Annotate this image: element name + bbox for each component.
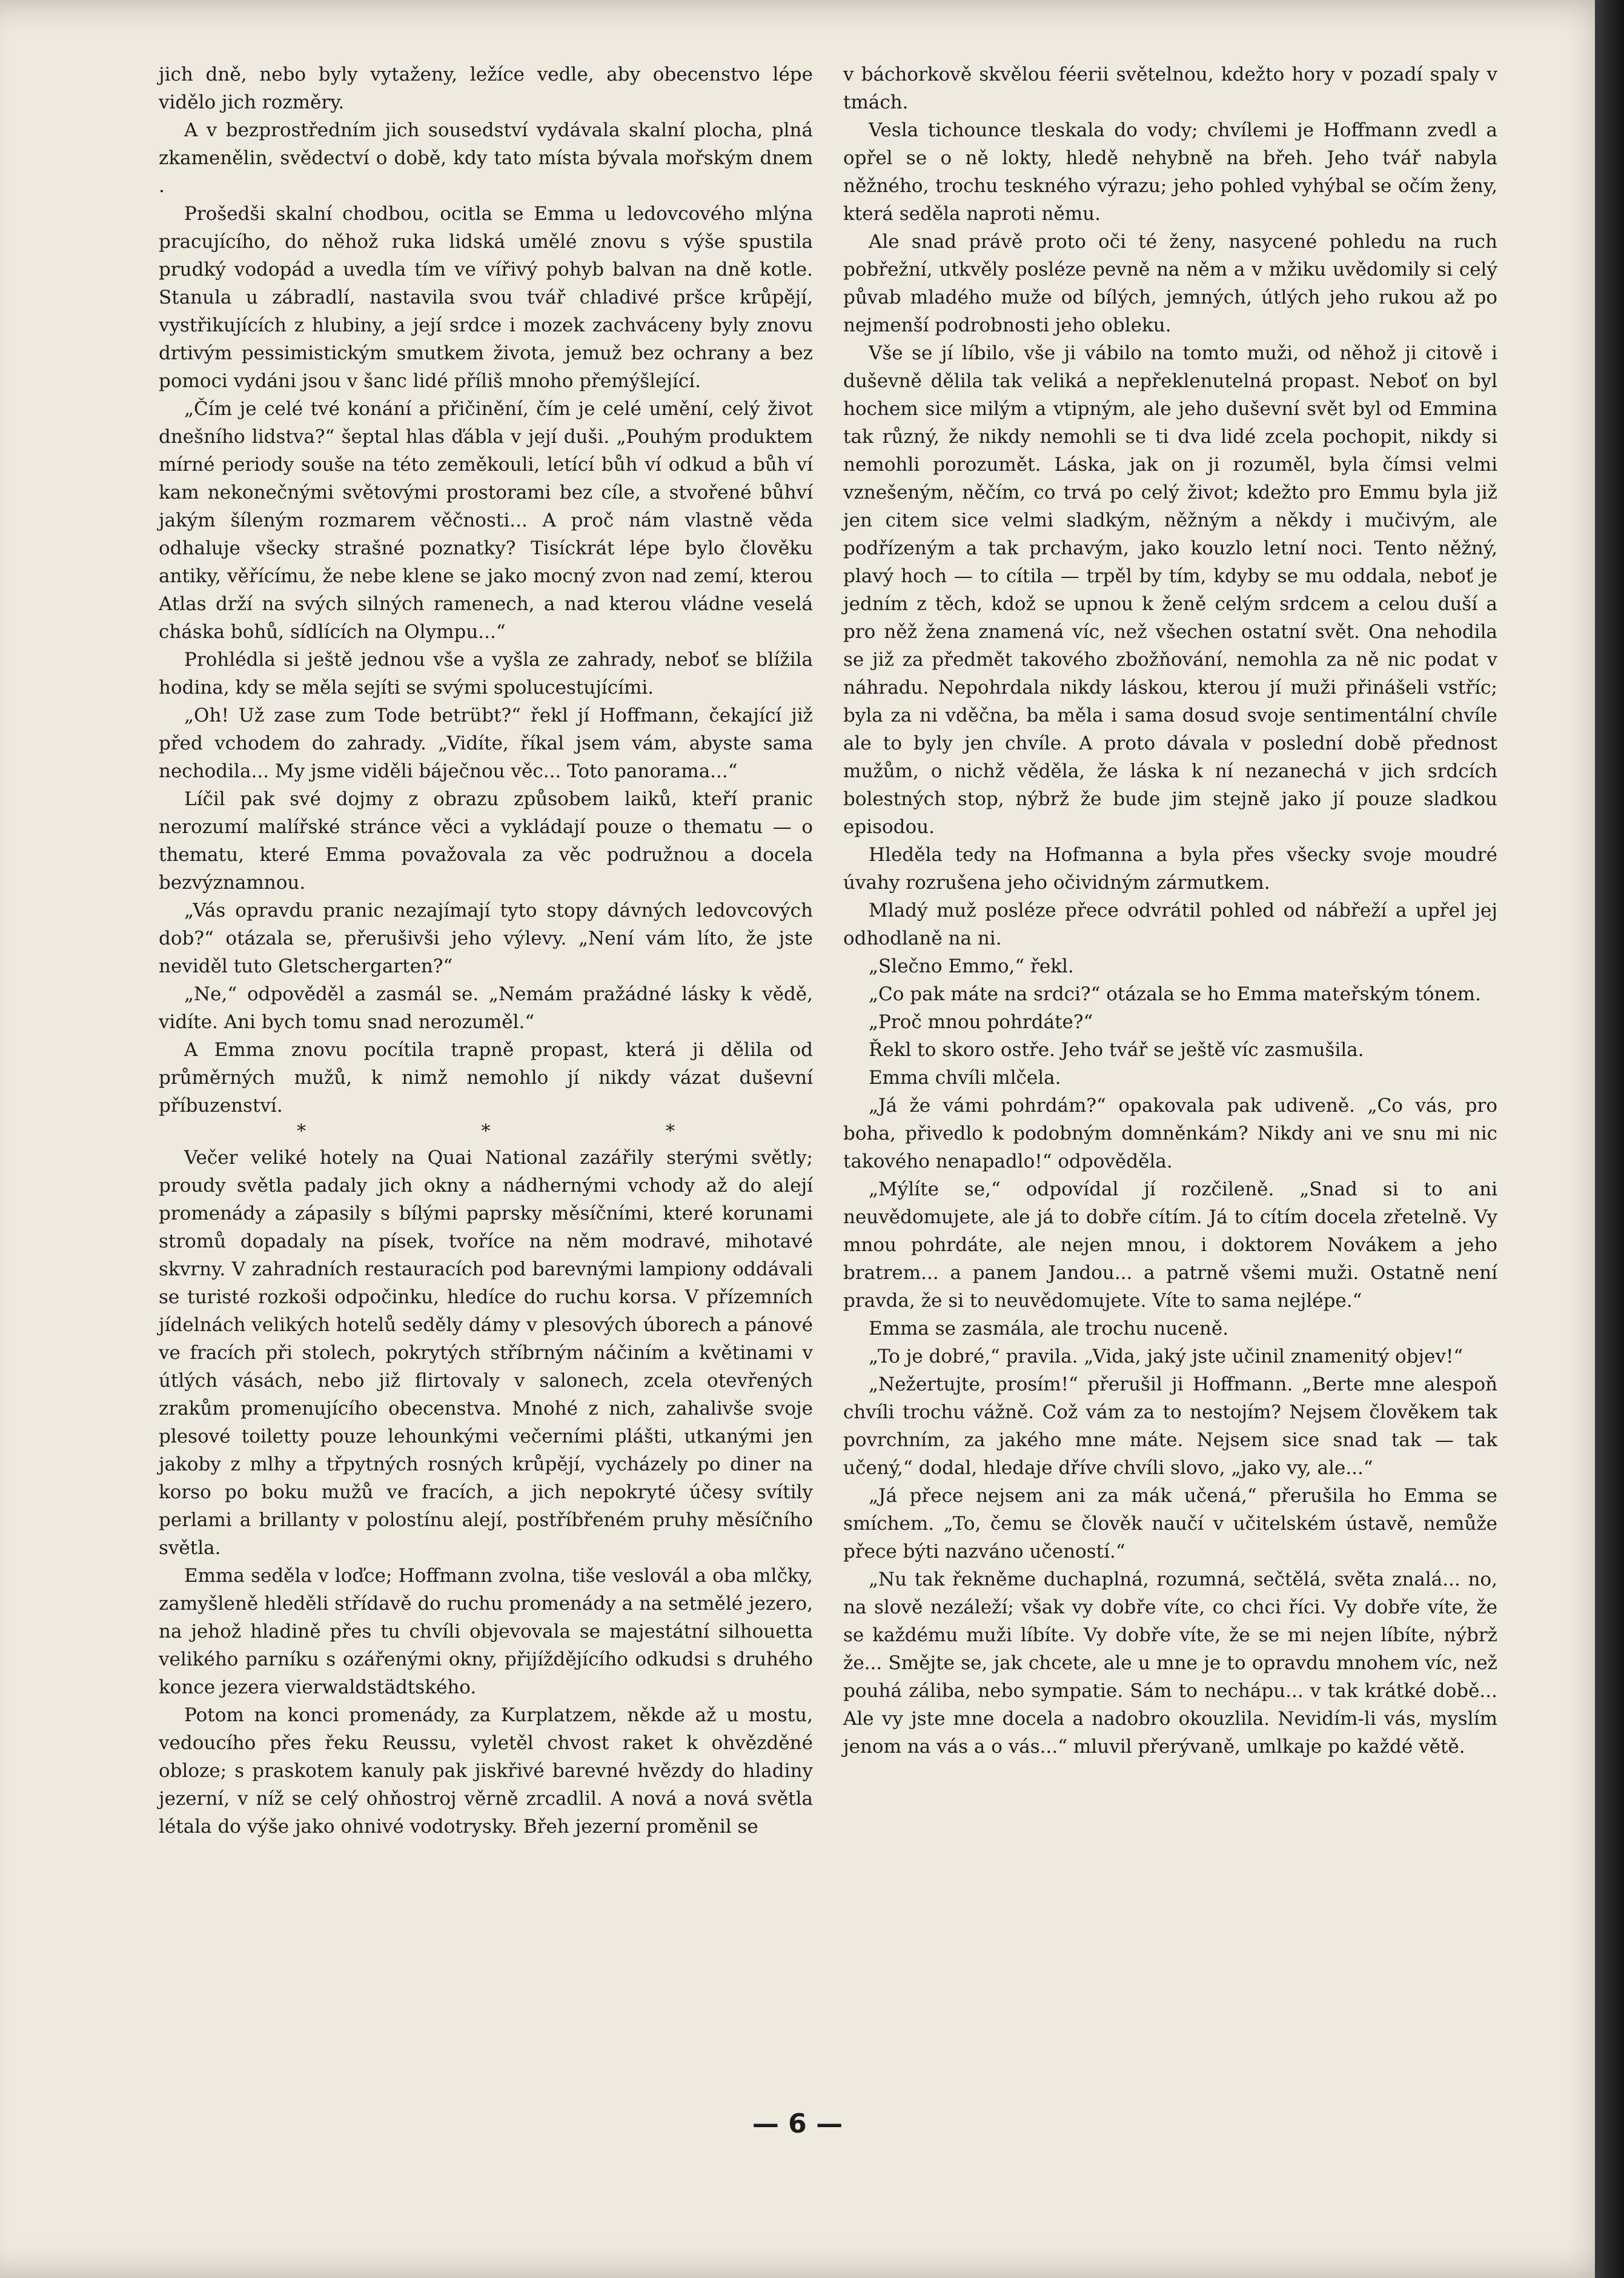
paragraph: „To je dobré,“ pravila. „Vida, jaký jste učinil znamenitý objev!“ [869,1346,1463,1367]
paragraph: Řekl to skoro ostře. Jeho tvář se ještě víc zasmušila. [869,1039,1364,1061]
paragraph: „Čím je celé tvé konání a přičinění, čím je celé umění, celý život dnešního lidstva?“ šeptal hlas ďábla v její duši. „Pouhým produktem mírné periody souše na této zeměkouli, letící bůh ví odkud a bůh ví kam nekonečnými světovými prostorami bez cíle, a stvořené bůhví jakým šíleným rozmarem věčnosti... A proč nám vlastně věda odhaluje všecky strašné poznatky? Tisíckrát lépe bylo člověku antiky, věřícímu, že nebe klene se jako mocný zvon nad zemí, kterou Atlas drží na svých silných ramenech, a nad kterou vládne veselá cháska bohů, sídlících na Olympu...“ [159,398,813,643]
paragraph: „Já přece nejsem ani za mák učená,“ přerušila ho Emma se smíchem. „To, čemu se člověk naučí v učitelském ústavě, nemůže přece býti nazváno učeností.“ [843,1485,1497,1562]
paragraph: v báchorkově skvělou féerii světelnou, kdežto hory v pozadí spaly v tmách. [843,64,1497,113]
paragraph: Potom na konci promenády, za Kurplatzem, někde až u mostu, vedoucího přes řeku Reussu, vyletěl chvost raket k ohvězděné obloze; s praskotem kanuly pak jiskřivé barevné hvězdy do hladiny jezerní, v níž se celý ohňostroj věrně zrcadlil. A nová a nová světla létala do výše jako ohnivé vodotrysky. Břeh jezerní proměnil se [159,1704,813,1838]
page-edge-shadow [1595,0,1624,2278]
paragraph: Večer veliké hotely na Quai National zazářily sterými světly; proudy světla padaly jich okny a nádhernými vchody až do alejí promenády a zápasily s bílými paprsky měsíčními, které korunami stromů dopadaly na písek, tvoříce na něm modravé, mihotavé skvrny. V zahradních restauracích pod barevnými lampiony oddávali se turisté rozkoši odpočinku, hledíce do ruchu korsa. V přízemních jídelnách velikých hotelů seděly dámy v plesových úborech a pánové ve fracích při stolech, pokrytých stříbrným náčiním a květinami v útlých vásách, nebo již flirtovaly v salonech, zcela otevřených zrakům promenujícího obecenstva. Mnohé z nich, zahalivše svoje plesové toiletty pouze lehounkými večerními plášti, utkanými jen jakoby z mlhy a třpytných rosných krůpějí, vycházely po diner na korso po boku mužů ve fracích, a jich nepokryté účesy svítily perlami a brillanty v polostínu alejí, postříbřeném pruhy měsíčního světla. [159,1147,813,1559]
paragraph: „Proč mnou pohrdáte?“ [869,1011,1093,1033]
paragraph: „Slečno Emmo,“ řekl. [869,955,1074,977]
paragraph: Hleděla tedy na Hofmanna a byla přes všecky svoje moudré úvahy rozrušena jeho očividným zármutkem. [843,844,1497,894]
paragraph: „Nu tak řekněme duchaplná, rozumná, sečtělá, světa znalá... no, na slově nezáleží; však vy dobře víte, co chci říci. Vy dobře víte, že se každému muži líbíte. Vy dobře víte, že se mi nejen líbíte, nýbrž že... Smějte se, jak chcete, ale u mne je to opravdu mnohem víc, než pouhá záliba, nebo sympatie. Sám to nechápu... v tak krátké době... Ale vy jste mne docela a nadobro okouzlila. Nevidím-li vás, myslím jenom na vás a o vás...“ mluvil přerývaně, umlkaje po každé větě. [843,1569,1497,1758]
paragraph: „Vás opravdu pranic nezajímají tyto stopy dávných ledovcových dob?“ otázala se, přerušivši jeho výlevy. „Není vám líto, že jste neviděl tuto Gletschergarten?“ [159,900,813,977]
paragraph: „Nežertujte, prosím!“ přerušil ji Hoffmann. „Berte mne alespoň chvíli trochu vážně. Což vám za to nestojím? Nejsem člověkem tak povrchním, za jakého mne máte. Nejsem sice snad tak — tak učený,“ dodal, hledaje dříve chvíli slovo, „jako vy, ale...“ [843,1373,1497,1479]
paragraph: Prohlédla si ještě jednou vše a vyšla ze zahrady, neboť se blížila hodina, kdy se měla sejíti se svými spolucestujícími. [159,649,813,699]
paragraph: „Oh! Už zase zum Tode betrübt?“ řekl jí Hoffmann, čekající již před vchodem do zahrady. „Vidíte, říkal jsem vám, abyste sama nechodila... My jsme viděli báječnou věc... Toto panorama...“ [159,705,813,782]
left-text-column [159,61,813,1841]
paragraph: A v bezprostředním jich sousedství vydávala skalní plocha, plná zkamenělin, svědectví o době, kdy tato místa bývala mořským dnem . [159,119,813,197]
paragraph: Líčil pak své dojmy z obrazu způsobem laiků, kteří pranic nerozumí malířské stránce věci a vykládají pouze o thematu — o thematu, které Emma považovala za věc podružnou a docela bezvýznamnou. [159,788,813,894]
paragraph: Emma se zasmála, ale trochu nuceně. [869,1318,1229,1340]
paragraph: Emma chvíli mlčela. [869,1067,1061,1089]
paragraph: jich dně, nebo byly vytaženy, ležíce vedle, aby obecenstvo lépe vidělo jich rozměry. [159,64,813,113]
section-separator: * * * [296,1121,760,1142]
paragraph: Vše se jí líbilo, vše ji vábilo na tomto muži, od něhož ji citově i duševně dělila tak veliká a nepřeklenutelná propast. Neboť on byl hochem sice milým a vtipným, ale jeho duševní svět byl od Emmina tak různý, že nikdy nemohli se ti dva lidé zcela pochopit, nikdy si nemohli porozumět. Láska, jak on ji rozuměl, byla čímsi velmi vznešeným, něčím, co trvá po celý život; kdežto pro Emmu byla již jen citem sice velmi sladkým, něžným a někdy i mučivým, ale podřízeným a tak prchavým, jako kouzlo letní noci. Tento něžný, plavý hoch — to cítila — trpěl by tím, kdyby se mu oddala, neboť je jedním z těch, kdož se upnou k ženě celým srdcem a celou duší a pro něž žena znamená víc, než všechen ostatní svět. Ona nehodila se již za předmět takového zbožňování, nemohla za ně nic podat v náhradu. Nepohrdala nikdy láskou, kterou jí muži přinášeli vstříc; byla za ni vděčna, ba měla i sama dosud svoje sentimentální chvíle ale to byly jen chvíle. A proto dávala v poslední době přednost mužům, o nichž věděla, že láska k ní nezanechá v jich srdcích bolestných stop, nýbrž že bude jim stejně jako jí pouze sladkou episodou. [843,342,1497,838]
paragraph: Emma seděla v loďce; Hoffmann zvolna, tiše veslovál a oba mlčky, zamyšleně hleděli střídavě do ruchu promenády a na setmělé jezero, na jehož hladině přes tu chvíli objevovala se majestátní silhouetta velikého parníku s ozářenými okny, přijíždějícího odkudsi s druhého konce jezera vierwaldstädtského. [159,1565,813,1698]
paragraph: Vesla tichounce tleskala do vody; chvílemi je Hoffmann zvedl a opřel se o ně lokty, hledě nehybně na břeh. Jeho tvář nabyla něžného, trochu teskného výrazu; jeho pohled vyhýbal se očím ženy, která seděla naproti němu. [843,119,1497,225]
paragraph: „Já že vámi pohrdám?“ opakovala pak udiveně. „Co vás, pro boha, přivedlo k podobným domněnkám? Nikdy ani ve snu mi nic takového nenapadlo!“ odpověděla. [843,1095,1497,1172]
paragraph: A Emma znovu pocítila trapně propast, která ji dělila od průměrných mužů, k nimž nemohlo jí nikdy vázat duševní příbuzenství. [159,1039,813,1117]
paragraph: Ale snad právě proto oči té ženy, nasycené pohledu na ruch pobřežní, utkvěly posléze pevně na něm a v mžiku uvědomily si celý půvab mladého muže od bílých, jemných, útlých jeho rukou až po nejmenší podrobnosti jeho obleku. [843,231,1497,336]
right-text-column [843,61,1497,1761]
paragraph: „Ne,“ odpověděl a zasmál se. „Nemám pražádné lásky k vědě, vidíte. Ani bych tomu snad nerozuměl.“ [159,983,813,1033]
paragraph: Mladý muž posléze přece odvrátil pohled od nábřeží a upřel jej odhodlaně na ni. [843,900,1497,949]
paragraph: „Co pak máte na srdci?“ otázala se ho Emma mateřským tónem. [869,983,1481,1005]
paragraph: „Mýlíte se,“ odpovídal jí rozčileně. „Snad si to ani neuvědomujete, ale já to dobře cítím. Já to cítím docela zřetelně. Vy mnou pohrdáte, ale nejen mnou, i doktorem Novákem a jeho bratrem... a panem Jandou... a patrně všemi muži. Ostatně není pravda, že si to neuvědomujete. Víte to sama nejlépe.“ [843,1178,1497,1312]
paragraph: Prošedši skalní chodbou, ocitla se Emma u ledovcového mlýna pracujícího, do něhož ruka lidská umělé znovu s výše spustila prudký vodopád a uvedla tím ve vířivý pohyb balvan na dně kotle. Stanula u zábradlí, nastavila svou tvář chladivé pršce krůpějí, vystřikujících z hlubiny, a její srdce i mozek zachváceny byly znovu drtivým pessimistickým smutkem života, jemuž bez ochrany a bez pomoci vydáni jsou v šanc lidé příliš mnoho přemýšlející. [159,203,813,392]
page-number: — 6 — [752,2108,843,2139]
